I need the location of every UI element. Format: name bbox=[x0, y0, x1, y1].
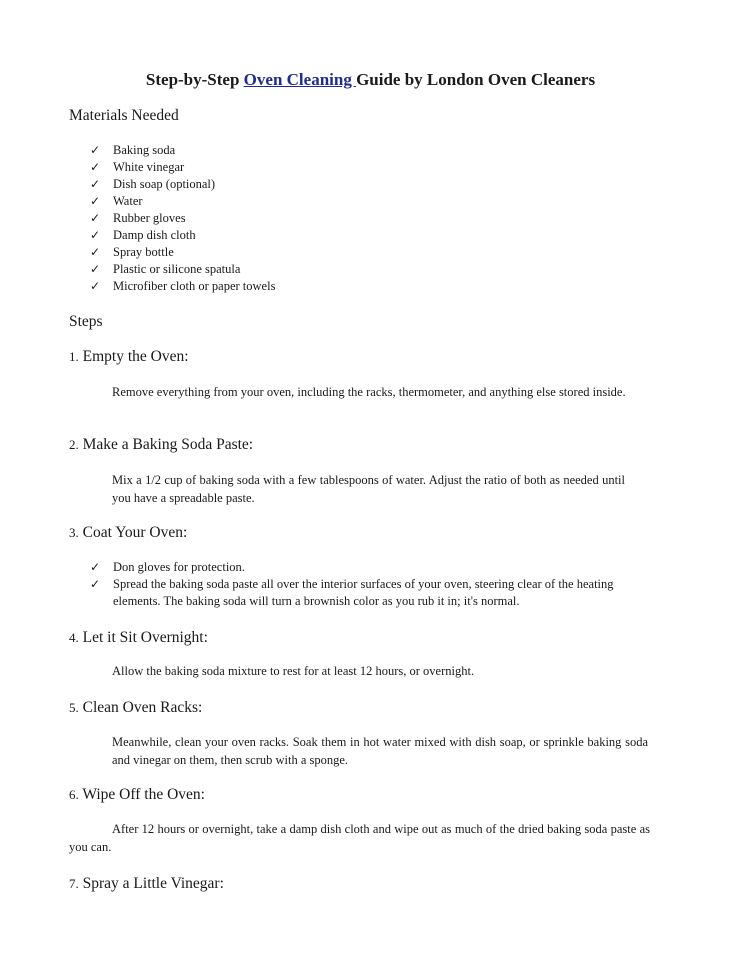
step-4-heading: 4. Let it Sit Overnight: bbox=[69, 629, 208, 646]
steps-heading: Steps bbox=[69, 313, 103, 330]
checkmark-icon: ✓ bbox=[90, 577, 101, 591]
list-item: ✓ Microfiber cloth or paper towels bbox=[90, 279, 276, 293]
list-item: ✓ Baking soda bbox=[90, 143, 176, 157]
materials-heading: Materials Needed bbox=[69, 107, 179, 124]
title-suffix: Guide by London Oven Cleaners bbox=[356, 70, 596, 89]
step-2-text: Mix a 1/2 cup of baking soda with a few tablespoons of water. Adjust the ratio of both as needed until you have a spreadable paste. bbox=[112, 473, 625, 505]
step-7-heading: 7. Spray a Little Vinegar: bbox=[69, 875, 224, 892]
list-item: ✓ White vinegar bbox=[90, 160, 185, 174]
checkmark-icon: ✓ bbox=[90, 211, 101, 225]
document-title bbox=[0, 69, 741, 91]
checkmark-icon: ✓ bbox=[90, 228, 101, 242]
materials-list bbox=[90, 142, 275, 295]
checkmark-icon: ✓ bbox=[90, 177, 101, 191]
step-4-text: Allow the baking soda mixture to rest for at least 12 hours, or overnight. bbox=[112, 664, 475, 678]
list-item: ✓ Rubber gloves bbox=[90, 211, 186, 225]
step-1-text: Remove everything from your oven, including the racks, thermometer, and anything else stored inside. bbox=[112, 385, 626, 399]
oven-cleaning-link[interactable]: Oven Cleaning bbox=[243, 70, 357, 89]
step-3-list bbox=[90, 559, 650, 610]
checkmark-icon: ✓ bbox=[90, 160, 101, 174]
checkmark-icon: ✓ bbox=[90, 262, 101, 276]
step-6-heading: 6. Wipe Off the Oven: bbox=[69, 786, 205, 803]
list-item: ✓ Dish soap (optional) bbox=[90, 177, 216, 191]
checkmark-icon: ✓ bbox=[90, 194, 101, 208]
checkmark-icon: ✓ bbox=[90, 560, 101, 574]
checkmark-icon: ✓ bbox=[90, 279, 101, 293]
list-item: ✓ Spray bottle bbox=[90, 245, 174, 259]
list-item: ✓ Spread the baking soda paste all over the interior surfaces of your oven, steering clear of the heating elements. The baking soda will turn a brownish color as you rub it in; it's normal. bbox=[90, 577, 614, 608]
checkmark-icon: ✓ bbox=[90, 143, 101, 157]
step-1-heading: 1. Empty the Oven: bbox=[69, 348, 189, 365]
step-6-text: After 12 hours or overnight, take a damp dish cloth and wipe out as much of the dried baking soda paste as you can. bbox=[69, 822, 650, 854]
step-2-heading: 2. Make a Baking Soda Paste: bbox=[69, 436, 254, 453]
title-prefix: Step-by-Step bbox=[145, 70, 244, 89]
list-item: ✓ Don gloves for protection. bbox=[90, 560, 245, 574]
step-5-text: Meanwhile, clean your oven racks. Soak them in hot water mixed with dish soap, or sprinkle baking soda and vinegar on them, then scrub with a sponge. bbox=[112, 735, 648, 767]
list-item: ✓ Plastic or silicone spatula bbox=[90, 262, 241, 276]
list-item: ✓ Damp dish cloth bbox=[90, 228, 196, 242]
step-3-heading: 3. Coat Your Oven: bbox=[69, 524, 188, 541]
list-item: ✓ Water bbox=[90, 194, 143, 208]
step-5-heading: 5. Clean Oven Racks: bbox=[69, 699, 203, 716]
checkmark-icon: ✓ bbox=[90, 245, 101, 259]
